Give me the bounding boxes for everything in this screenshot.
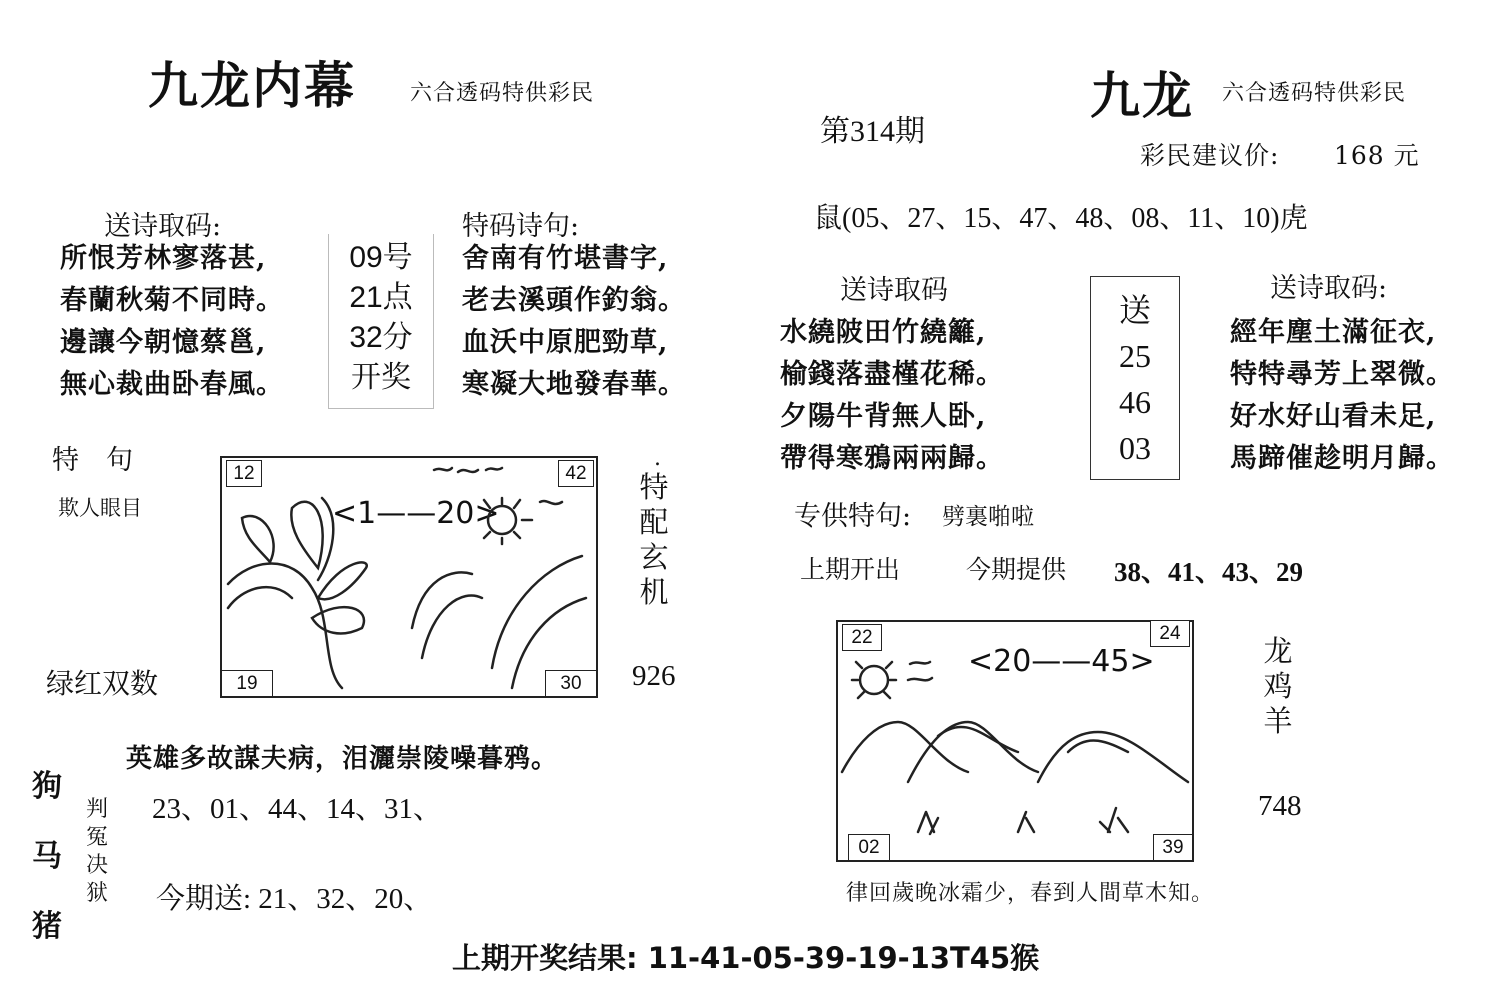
vertical-char: 配 (639, 505, 669, 539)
poem-line: 特特尋芳上翠微。 (1230, 359, 1454, 390)
right-number-box (1090, 276, 1180, 480)
middle-line: 开奖 (351, 361, 411, 394)
left-animals (22, 752, 72, 962)
left-subtitle: 六合透码特供彩民 (410, 81, 595, 106)
right-bottom-poem: 律回歲晚冰霜少，春到人間草木知。 (846, 881, 1215, 906)
animal-char: 猪 (32, 909, 62, 944)
left-judge (80, 796, 114, 908)
judge-char: 狱 (85, 881, 108, 906)
left-number-926: 926 (632, 660, 676, 692)
right-picture-frame (836, 620, 1194, 862)
corner-number: 39 (1153, 834, 1192, 860)
vertical-char: 机 (639, 575, 669, 609)
box-line: 03 (1119, 430, 1151, 466)
left-lv-hong: 绿红双数 (46, 667, 159, 700)
middle-line: 09号 (349, 241, 413, 274)
left-sketch-icon (222, 458, 596, 696)
poem-line: 春蘭秋菊不同時。 (60, 285, 284, 316)
poem-line: 夕陽牛背無人卧, (780, 401, 987, 432)
judge-char: 判 (85, 797, 108, 822)
poem-line: 帶得寒鴉兩兩歸。 (780, 443, 1004, 474)
poem-line: 經年塵土滿征衣, (1230, 317, 1437, 348)
left-picture-frame (220, 456, 598, 698)
poem-line: 無心裁曲卧春風。 (60, 369, 284, 400)
poem-line: 水繞陂田竹繞籬, (780, 317, 987, 348)
price-label: 彩民建议价: (1140, 141, 1280, 170)
poem-line: 好水好山看未足, (1230, 401, 1437, 432)
left-hero-line: 英雄多故謀夫病，泪灑崇陵噪暮鸦。 (126, 744, 559, 774)
left-title: 九龙内幕 (148, 56, 356, 115)
issue-number: 第314期 (820, 115, 925, 148)
animal-char: 龙 (1263, 634, 1293, 668)
right-subtitle: 六合透码特供彩民 (1222, 81, 1407, 106)
poem-line: 邊讓今朝憶蔡邕, (60, 327, 267, 358)
poem-line: 老去溪頭作釣翁。 (462, 285, 686, 316)
poem-line: 所恨芳林寥落甚, (60, 243, 267, 274)
left-special-poem (462, 238, 686, 406)
box-line: 送 (1118, 291, 1151, 329)
left-te-ju-label: 特 句 (52, 445, 133, 476)
right-send-poem-b (1230, 312, 1454, 480)
left-middle-box (328, 234, 434, 409)
last-label: 上期开出 (800, 555, 901, 584)
right-send-poem-label-b: 送诗取码: (1270, 273, 1388, 304)
animal-char: 鸡 (1263, 669, 1293, 703)
footer-result: 上期开奖结果: 11-41-05-39-19-13T45猴 (452, 941, 1040, 975)
box-line: 25 (1119, 338, 1151, 374)
this-numbers: 38、41、43、29 (1114, 557, 1303, 587)
left-te-ju-value: 欺人眼目 (58, 496, 142, 520)
middle-line: 32分 (349, 321, 413, 354)
price-value: 168 元 (1334, 141, 1420, 170)
corner-number: 12 (226, 460, 262, 487)
right-send-poem-label-a: 送诗取码 (840, 275, 948, 306)
right-sketch-icon (838, 622, 1192, 860)
right-title: 九龙 (1090, 66, 1194, 125)
middle-line: 21点 (349, 281, 413, 314)
shu-hu-line: 鼠(05、27、15、47、48、08、11、10)虎 (814, 203, 1308, 234)
right-send-poem-a (780, 312, 1004, 480)
left-jinqi-song: 今期送: 21、32、20、 (156, 883, 433, 915)
corner-number: 24 (1150, 620, 1190, 647)
zhuan-label: 专供特句: (794, 501, 912, 532)
left-judge-numbers: 23、01、44、14、31、 (152, 793, 443, 825)
poem-line: 馬蹄催趁明月歸。 (1230, 443, 1454, 474)
animal-char: 马 (32, 839, 62, 874)
box-line: 46 (1119, 384, 1151, 420)
left-vertical-text (634, 470, 674, 610)
corner-number: 30 (545, 670, 596, 696)
vertical-char: 特 (639, 470, 669, 504)
animal-char: 羊 (1263, 704, 1293, 738)
animal-char: 狗 (32, 769, 62, 804)
corner-number: 02 (848, 834, 890, 860)
poem-line: 血沃中原肥勁草, (462, 327, 669, 358)
poem-line: 榆錢落盡槿花稀。 (780, 359, 1004, 390)
left-send-poem-label: 送诗取码: (104, 211, 222, 242)
judge-char: 决 (85, 853, 108, 878)
left-send-poem (60, 238, 284, 406)
left-special-poem-label: 特码诗句: (462, 211, 580, 242)
picture-range: <20——45> (968, 644, 1155, 679)
judge-char: 冤 (85, 825, 108, 850)
right-vertical-animals (1258, 634, 1298, 739)
poem-line: 寒凝大地發春華。 (462, 369, 686, 400)
this-label: 今期提供 (966, 555, 1067, 584)
corner-number: 19 (222, 670, 273, 696)
vertical-char: 玄 (639, 540, 669, 574)
corner-number: 42 (558, 460, 594, 487)
corner-number: 22 (842, 624, 882, 651)
zhuan-value: 劈裏啪啦 (942, 504, 1034, 530)
poem-line: 舍南有竹堪書字, (462, 243, 669, 274)
right-number-748: 748 (1258, 790, 1302, 822)
picture-range: <1——20> (332, 496, 500, 531)
left-dot: . (654, 446, 661, 471)
